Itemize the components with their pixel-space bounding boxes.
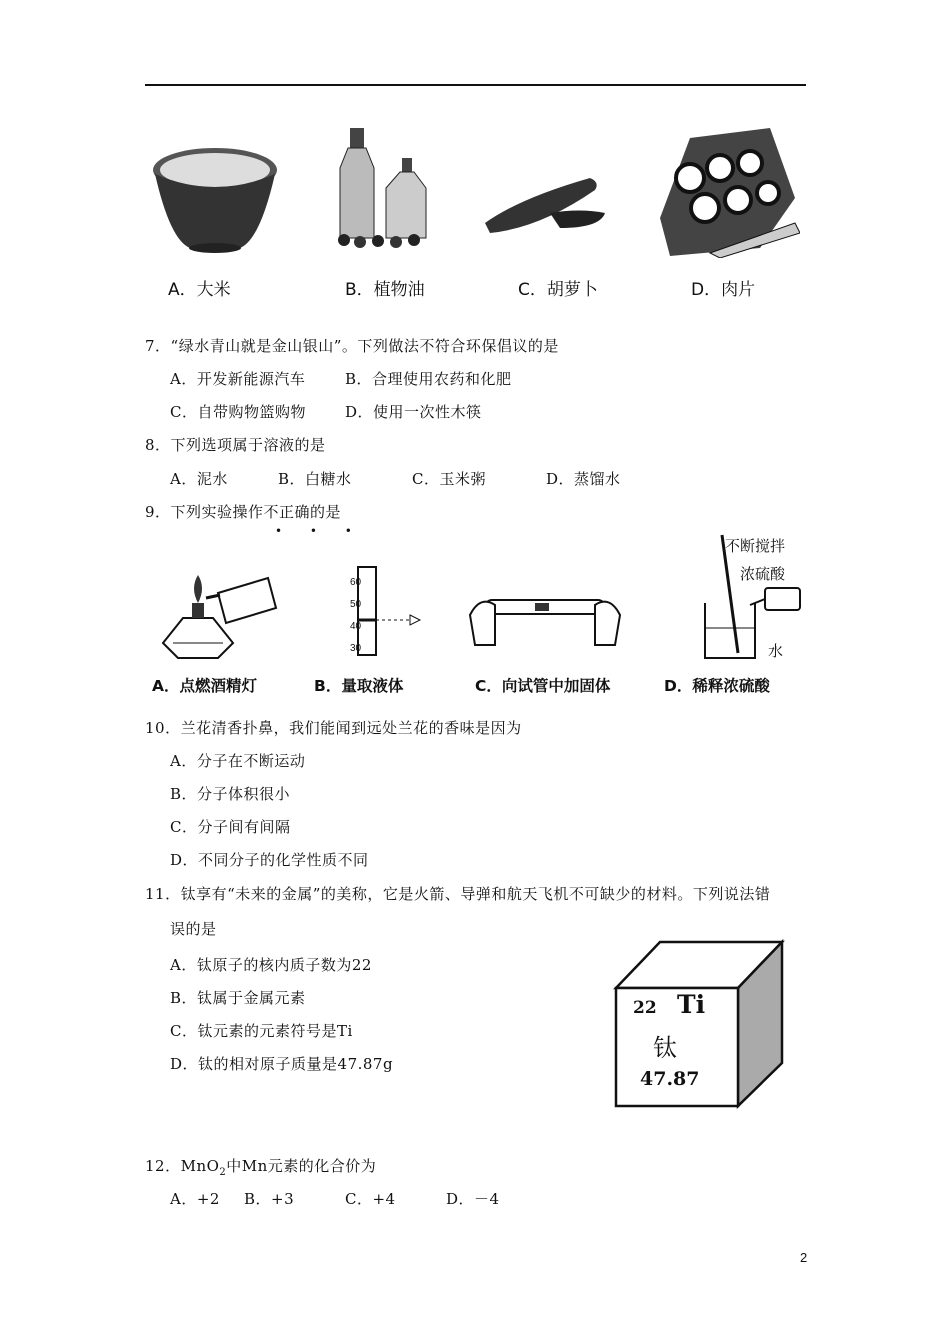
meat-slices-icon bbox=[650, 128, 800, 258]
element-mass: 47.87 bbox=[640, 1068, 700, 1090]
q12-option-d: D．－4 bbox=[446, 1190, 500, 1208]
q10-option-c: C．分子间有间隔 bbox=[170, 818, 291, 836]
q7-option-b: B．合理使用农药和化肥 bbox=[345, 370, 512, 388]
q12-stem-subscript: 2 bbox=[219, 1167, 227, 1178]
q12-option-b: B．+3 bbox=[244, 1190, 295, 1208]
cylinder-ticks bbox=[350, 572, 361, 660]
q8-stem: 8．下列选项属于溶液的是 bbox=[145, 436, 326, 454]
q7-stem: 7．“绿水青山就是金山银山”。下列做法不符合环保倡议的是 bbox=[145, 337, 559, 355]
q10-option-a: A．分子在不断运动 bbox=[170, 752, 306, 770]
rice-bowl-icon bbox=[150, 140, 280, 255]
q11-option-a: A．钛原子的核内质子数为22 bbox=[170, 956, 372, 974]
element-name: 钛 bbox=[653, 1034, 677, 1062]
element-number: 22 bbox=[633, 998, 657, 1018]
page-number: 2 bbox=[800, 1250, 808, 1265]
test-tube-icon bbox=[465, 575, 625, 655]
acid-label: 浓硫酸 bbox=[740, 565, 786, 583]
q12-option-c: C．+4 bbox=[345, 1190, 396, 1208]
q9-option-a: A．点燃酒精灯 bbox=[152, 677, 257, 695]
q8-option-c: C．玉米粥 bbox=[412, 470, 486, 488]
q9-option-c: C．向试管中加固体 bbox=[475, 677, 611, 695]
q10-option-b: B．分子体积很小 bbox=[170, 785, 291, 803]
element-symbol: Ti bbox=[677, 990, 706, 1019]
q10-option-d: D．不同分子的化学性质不同 bbox=[170, 851, 369, 869]
q12-stem-prefix: 12．MnO bbox=[145, 1157, 220, 1175]
q9-option-d: D．稀释浓硫酸 bbox=[664, 677, 770, 695]
tick-label: 60 bbox=[350, 577, 362, 588]
q7-option-a: A．开发新能源汽车 bbox=[170, 370, 306, 388]
emphasis-dots: • • • bbox=[275, 524, 364, 538]
header-rule bbox=[145, 84, 806, 86]
tick-label: 40 bbox=[350, 621, 362, 632]
tick-label: 50 bbox=[350, 599, 362, 610]
q11-stem-cont: 误的是 bbox=[170, 920, 217, 938]
q6-label-c: C．胡萝卜 bbox=[518, 280, 598, 300]
q11-option-c: C．钛元素的元素符号是Ti bbox=[170, 1022, 353, 1040]
q8-option-a: A．泥水 bbox=[170, 470, 228, 488]
stir-label: 不断搅拌 bbox=[725, 537, 786, 555]
tick-label: 30 bbox=[350, 643, 362, 654]
alcohol-lamp-icon bbox=[158, 563, 278, 663]
water-label: 水 bbox=[768, 642, 784, 660]
q8-option-b: B．白糖水 bbox=[278, 470, 352, 488]
q6-label-a: A．大米 bbox=[168, 280, 231, 300]
q9-option-b: B．量取液体 bbox=[314, 677, 404, 695]
q12-option-a: A．+2 bbox=[170, 1190, 220, 1208]
q6-label-d: D．肉片 bbox=[691, 280, 756, 300]
q8-option-d: D．蒸馏水 bbox=[546, 470, 621, 488]
q11-stem: 11．钛享有“未来的金属”的美称，它是火箭、导弹和航天飞机不可缺少的材料。下列说法错 bbox=[145, 885, 771, 903]
oil-bottles-icon bbox=[330, 128, 440, 248]
q7-option-c: C．自带购物篮购物 bbox=[170, 403, 306, 421]
q12-stem bbox=[145, 1155, 376, 1178]
q9-stem: 9．下列实验操作不正确的是 bbox=[145, 503, 342, 521]
q7-option-d: D．使用一次性木筷 bbox=[345, 403, 482, 421]
carrot-icon bbox=[480, 168, 610, 243]
q11-option-d: D．钛的相对原子质量是47.87g bbox=[170, 1055, 394, 1073]
q12-stem-suffix: 中Mn元素的化合价为 bbox=[226, 1157, 377, 1175]
q6-label-b: B．植物油 bbox=[345, 280, 425, 300]
element-card-box bbox=[612, 938, 787, 1110]
q11-option-b: B．钛属于金属元素 bbox=[170, 989, 306, 1007]
q10-stem: 10．兰花清香扑鼻，我们能闻到远处兰花的香味是因为 bbox=[145, 719, 522, 737]
